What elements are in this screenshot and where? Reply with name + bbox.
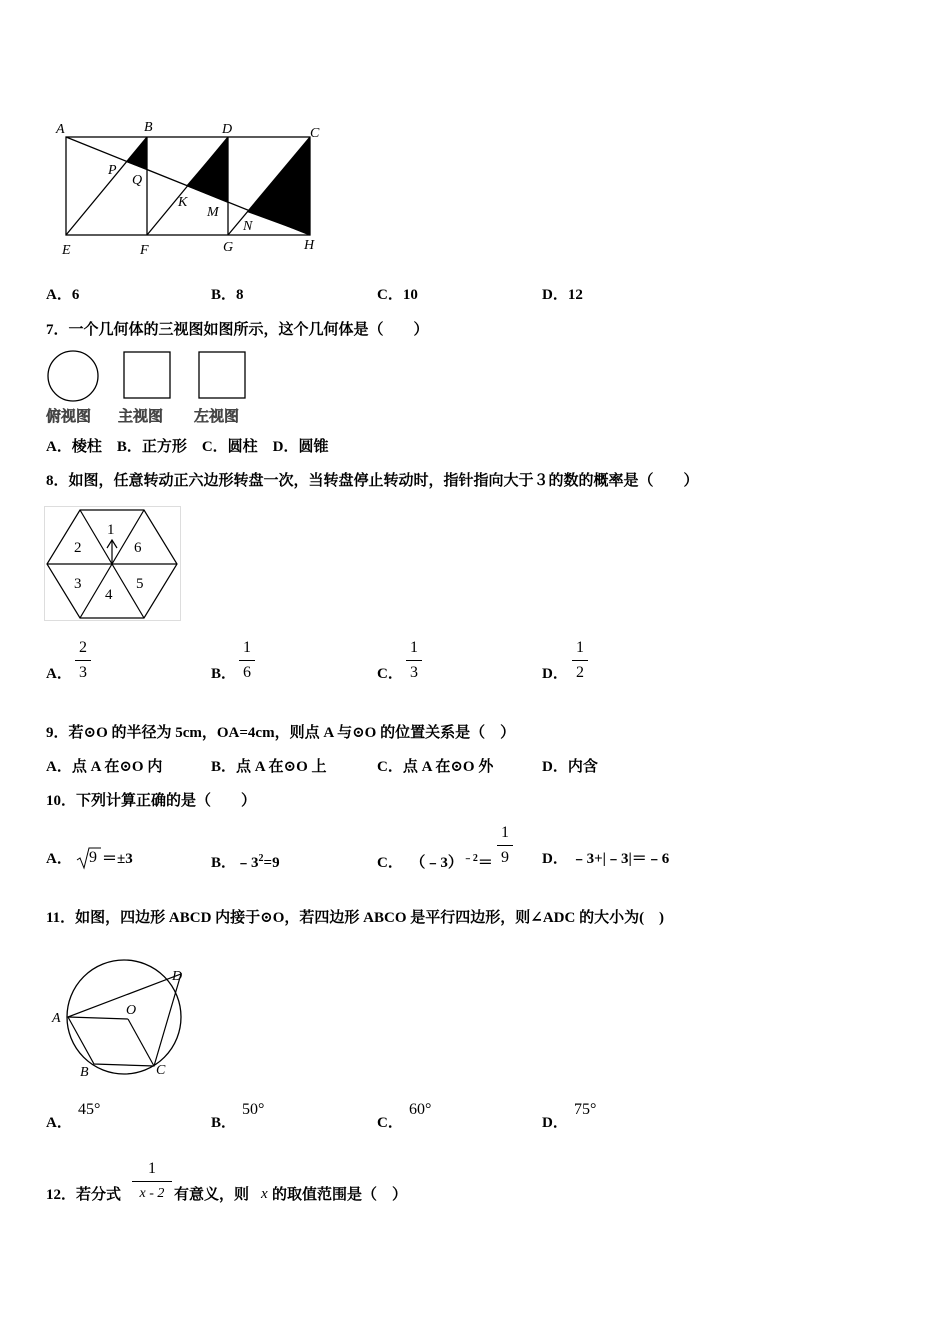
q8-option-a-fraction: 2 3: [75, 638, 91, 683]
q6-label-a: A: [56, 122, 65, 137]
q6-option-a: A．6: [46, 287, 80, 303]
q10-option-b: B．$﹣3^2=9$: [211, 853, 280, 871]
q7-label-front-view: 主视图: [118, 407, 164, 425]
q8-sector-5: 5: [136, 576, 144, 592]
q6-option-c: C．10: [377, 287, 418, 303]
q8-option-c-letter: C．: [377, 666, 403, 682]
q6-label-f: F: [140, 243, 149, 258]
q8-option-a-letter: A．: [46, 666, 72, 682]
q11-label-d: D: [172, 969, 183, 984]
q11-option-b-letter: B．: [211, 1115, 237, 1131]
q12-fraction: 1 x - 2: [132, 1159, 172, 1204]
q7-stem: 7．一个几何体的三视图如图所示，这个几何体是（ ）: [46, 322, 429, 338]
q10-stem: 10．下列计算正确的是（ ）: [46, 793, 257, 809]
q7-side-view-square: [199, 352, 245, 398]
q11-option-d-value: 75°: [574, 1101, 597, 1118]
q7-top-view-circle: [48, 351, 98, 401]
q9-option-a: A．点 A 在⊙O 内: [46, 759, 163, 775]
q6-label-n: N: [243, 219, 253, 234]
q6-label-c: C: [310, 126, 320, 141]
q11-option-a-value: 45°: [78, 1101, 101, 1118]
q7-label-top-view: 俯视图: [46, 407, 92, 425]
q6-label-h: H: [304, 238, 315, 253]
q6-label-b: B: [144, 120, 153, 135]
q7-options: A．棱柱 B．正方形 C．圆柱 D．圆锥: [46, 439, 329, 455]
q11-option-d-letter: D．: [542, 1115, 568, 1131]
q6-label-d: D: [222, 122, 233, 137]
q8-option-c-fraction: 1 3: [406, 638, 422, 683]
q11-option-b-value: 50°: [242, 1101, 265, 1118]
q8-pointer-arrow: [107, 540, 117, 564]
q8-hexagon-spinner: [44, 506, 182, 622]
q6-shaded-triangle-3: [247, 137, 310, 235]
q8-sector-4: 4: [105, 587, 113, 603]
q11-circle-figure: [44, 954, 194, 1082]
q6-shaded-triangle-2: [186, 137, 228, 203]
q8-sector-6: 6: [134, 540, 142, 556]
q7-front-view-square: [124, 352, 170, 398]
q8-sector-2: 2: [74, 540, 82, 556]
q6-figure: [44, 118, 334, 260]
q6-label-m: M: [207, 205, 219, 220]
q6-option-b: B．8: [211, 287, 244, 303]
q11-option-c-letter: C．: [377, 1115, 403, 1131]
q10-option-a-letter: A．: [46, 851, 72, 867]
q8-option-b-fraction: 1 6: [239, 638, 255, 683]
q10-option-c: C． （﹣3）$^{﹣2}$＝: [377, 853, 493, 871]
q12-suffix: 的取值范围是（ ）: [272, 1187, 408, 1203]
q6-label-p: P: [108, 163, 117, 178]
q11-label-a: A: [52, 1011, 61, 1026]
q12-prefix: 12．若分式: [46, 1187, 122, 1203]
q10-option-c-fraction: 1 9: [497, 823, 513, 868]
q7-three-views: [44, 348, 254, 404]
q8-option-d-fraction: 1 2: [572, 638, 588, 683]
q11-stem: 11．如图，四边形 ABCD 内接于⊙O，若四边形 ABCO 是平行四边形，则∠ADC 的大小为( ): [46, 910, 665, 926]
q6-option-d: D．12: [542, 287, 583, 303]
q10-option-a-radicand: 9: [89, 849, 97, 866]
q6-label-g: G: [223, 240, 234, 255]
q10-option-d: D． ﹣3+|﹣3|＝﹣6: [542, 851, 670, 867]
q12-middle: 有意义，则: [174, 1187, 250, 1203]
q8-sector-3: 3: [74, 576, 82, 592]
q10-option-a-rest: ＝±3: [102, 851, 133, 867]
q6-label-e: E: [62, 243, 71, 258]
q9-option-b: B．点 A 在⊙O 上: [211, 759, 327, 775]
q7-label-side-view: 左视图: [194, 407, 240, 425]
q11-label-c: C: [156, 1063, 166, 1078]
q11-option-c-value: 60°: [409, 1101, 432, 1118]
q8-option-d-letter: D．: [542, 666, 568, 682]
q12-variable: x: [261, 1186, 268, 1202]
q8-sector-1: 1: [107, 522, 115, 538]
q11-option-a-letter: A．: [46, 1115, 72, 1131]
q9-option-c: C．点 A 在⊙O 外: [377, 759, 494, 775]
q11-label-b: B: [80, 1065, 89, 1080]
q6-label-k: K: [178, 195, 188, 210]
q6-shaded-triangle-1: [126, 137, 147, 170]
q9-stem: 9．若⊙O 的半径为 5cm，OA=4cm，则点 A 与⊙O 的位置关系是（ ）: [46, 725, 516, 741]
q9-option-d: D．内含: [542, 759, 598, 775]
q11-label-o: O: [126, 1003, 137, 1018]
q6-label-q: Q: [132, 173, 143, 188]
q8-option-b-letter: B．: [211, 666, 237, 682]
q8-stem: 8．如图，任意转动正六边形转盘一次，当转盘停止转动时，指针指向大于３的数的概率是（ ）: [46, 473, 699, 489]
